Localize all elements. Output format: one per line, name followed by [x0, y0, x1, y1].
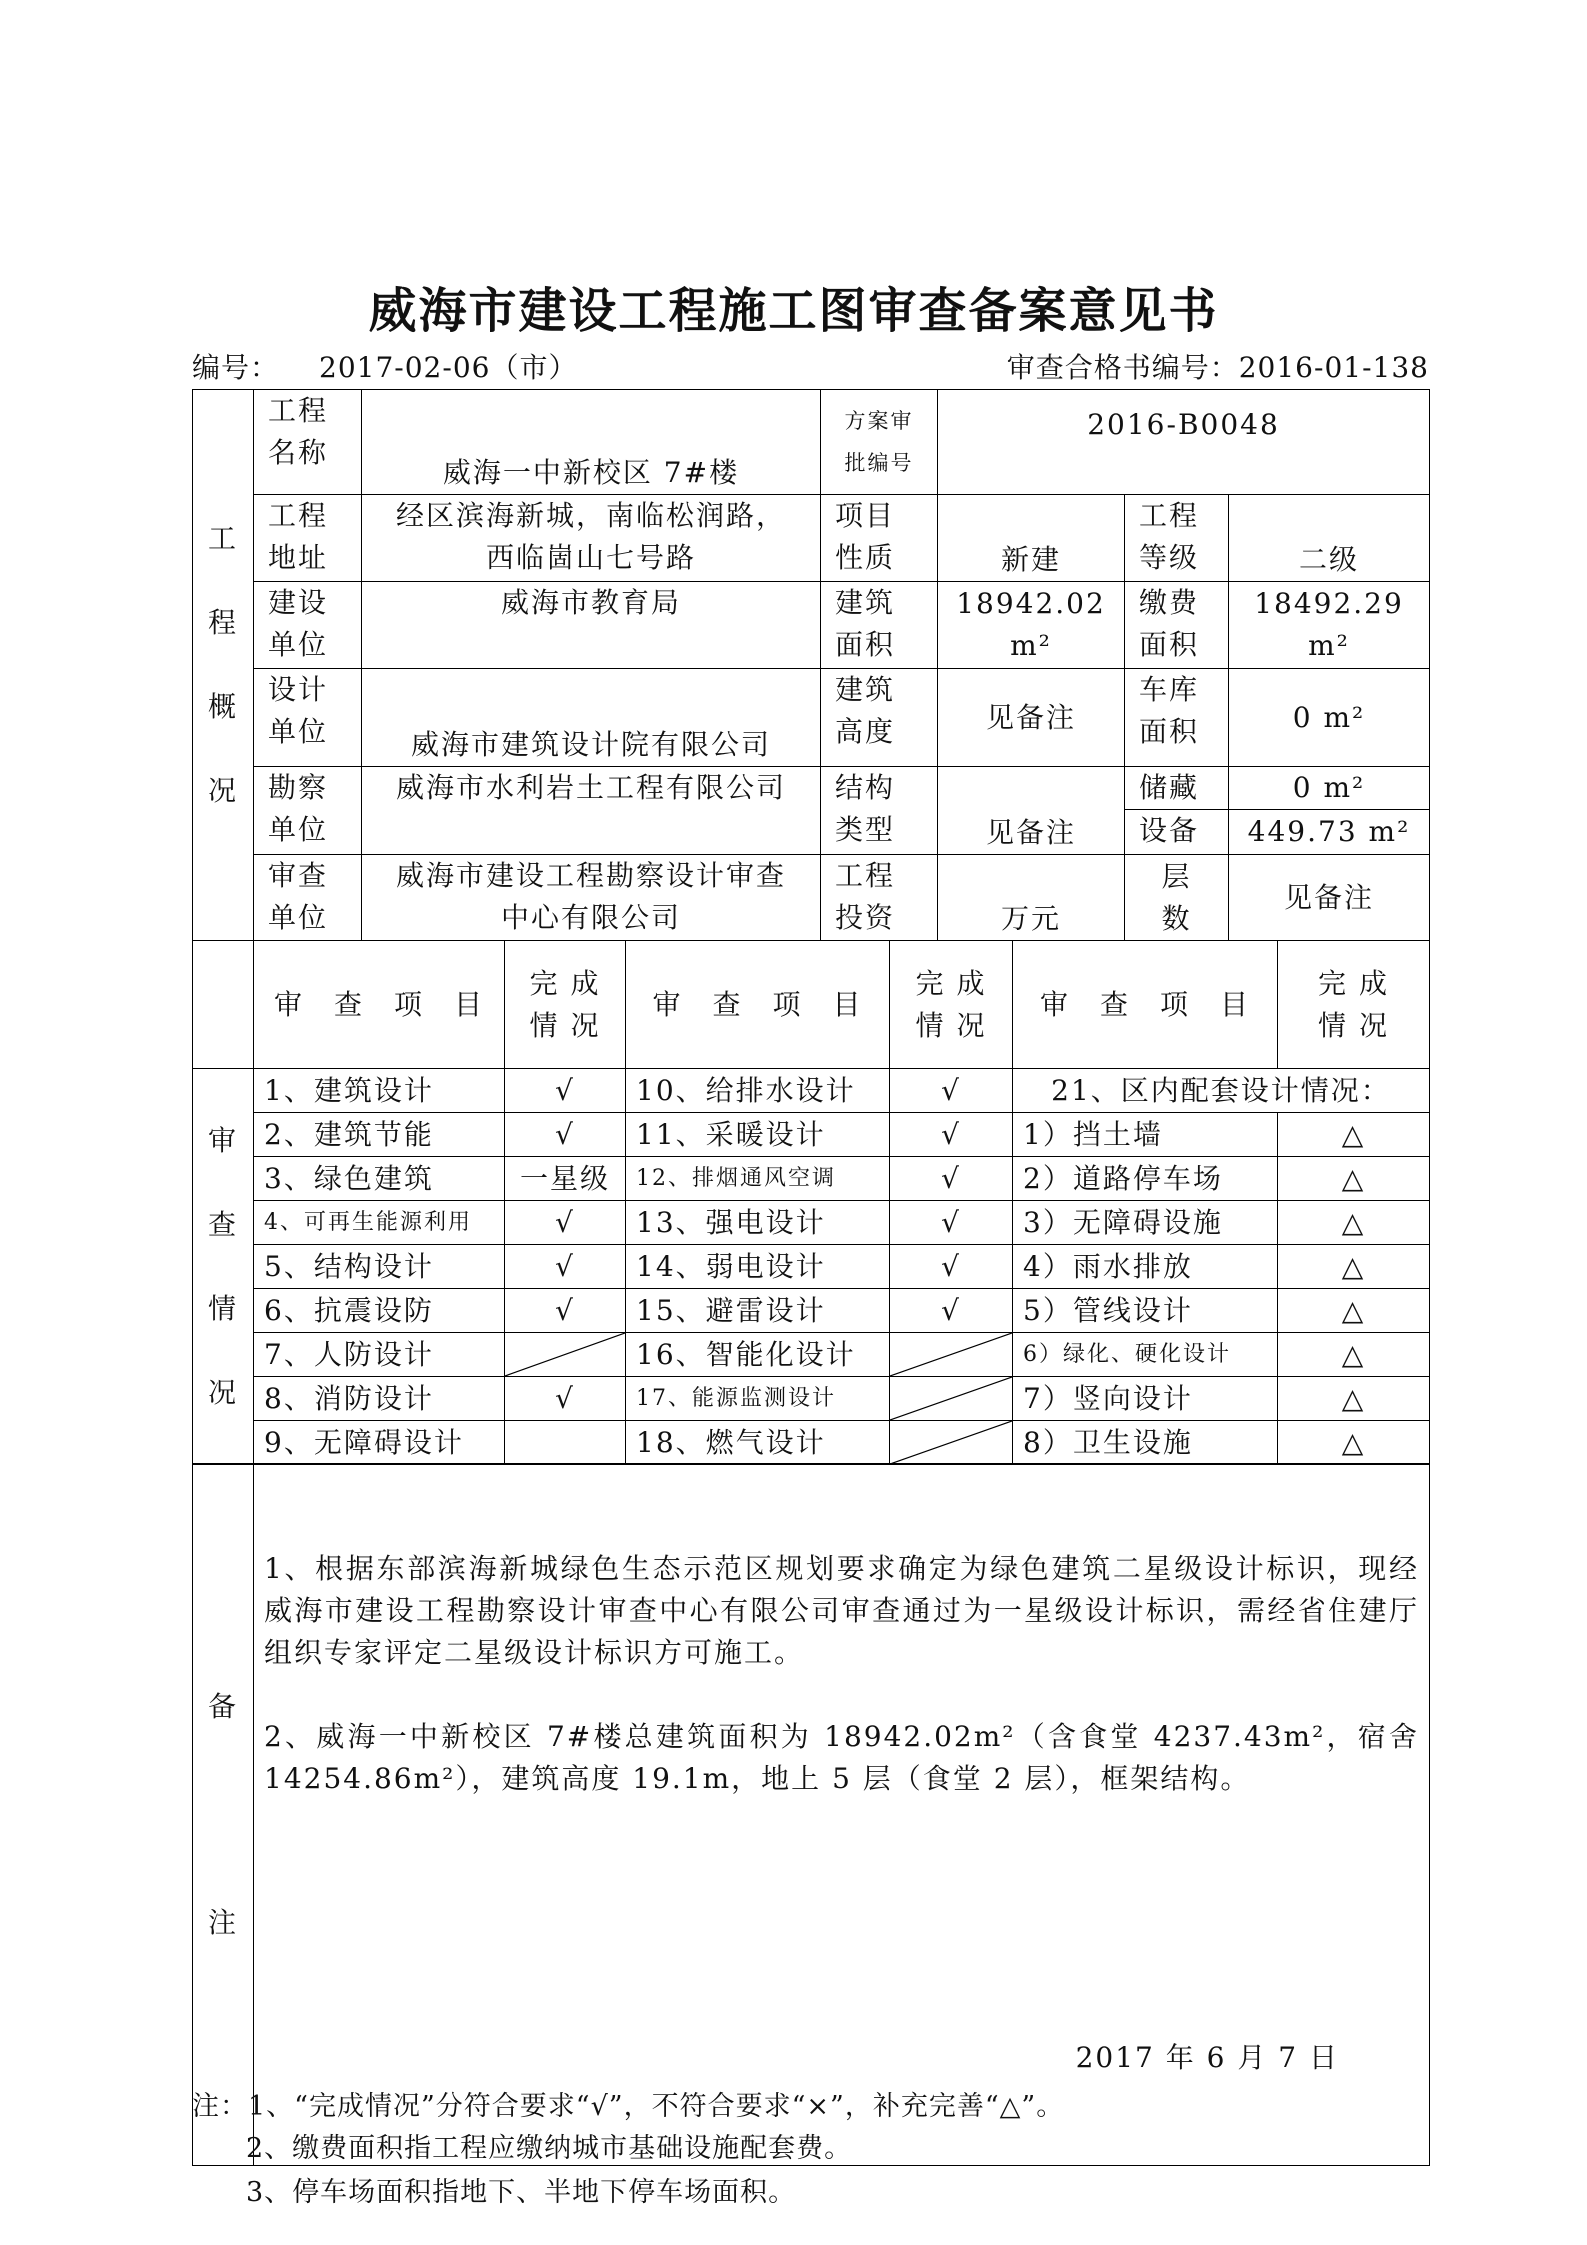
- completion-status: △: [1278, 1333, 1430, 1377]
- completion-status: √: [505, 1201, 626, 1245]
- review-item: 2）道路停车场: [1013, 1157, 1278, 1201]
- review-row: [193, 1333, 1430, 1377]
- completion-status: △: [1278, 1245, 1430, 1289]
- document-number-label: 编号：: [192, 351, 280, 384]
- completion-status: √: [890, 1245, 1013, 1289]
- completion-status: [505, 1421, 626, 1465]
- completion-status: √: [505, 1113, 626, 1157]
- fee-area-label: 缴费 面积: [1125, 582, 1229, 669]
- review-status-table: [192, 940, 1430, 1465]
- certificate-number-value: 2016-01-138: [1238, 351, 1429, 384]
- completion-status-header: 完 成 情 况: [890, 941, 1013, 1069]
- floors-label: 层 数: [1125, 855, 1229, 941]
- scheme-approval-number: 2016-B0048: [938, 390, 1430, 495]
- review-item: 2、建筑节能: [254, 1113, 505, 1157]
- completion-status-na: [890, 1333, 1013, 1377]
- completion-status: √: [505, 1069, 626, 1113]
- fee-area: 18492.29 m²: [1229, 582, 1430, 669]
- review-item: 17、能源监测设计: [626, 1377, 890, 1421]
- review-item-header: 审 查 项 目: [1013, 941, 1278, 1069]
- not-applicable-slash: [505, 1333, 625, 1376]
- document-title: 威海市建设工程施工图审查备案意见书: [368, 283, 1219, 339]
- survey-unit-label: 勘察 单位: [254, 767, 362, 855]
- investment: 万元: [938, 855, 1125, 941]
- review-item: 5）管线设计: [1013, 1289, 1278, 1333]
- review-item: 9、无障碍设计: [254, 1421, 505, 1465]
- review-item: 16、智能化设计: [626, 1333, 890, 1377]
- review-item: 18、燃气设计: [626, 1421, 890, 1465]
- review-item: 6）绿化、硬化设计: [1013, 1333, 1278, 1377]
- survey-unit: 威海市水利岩土工程有限公司: [362, 767, 821, 855]
- building-area: 18942.02 m²: [938, 582, 1125, 669]
- building-height: 见备注: [938, 669, 1125, 767]
- builder-label: 建设 单位: [254, 582, 362, 669]
- structure-type: 见备注: [938, 767, 1125, 855]
- equipment-area: 449.73 m²: [1229, 810, 1430, 855]
- remarks-table: [192, 1463, 1430, 2166]
- project-name: 威海一中新校区 7#楼: [362, 390, 821, 495]
- footnote-1: 注：1、“完成情况”分符合要求“√”，不符合要求“×”，补充完善“△”。: [192, 2091, 1065, 2122]
- reviewer-label: 审查 单位: [254, 855, 362, 941]
- structure-type-label: 结构 类型: [821, 767, 938, 855]
- document-number-value: 2017-02-06（市）: [319, 351, 578, 384]
- completion-status: √: [890, 1069, 1013, 1113]
- review-row: [193, 1421, 1430, 1465]
- investment-label: 工程 投资: [821, 855, 938, 941]
- completion-status: 一星级: [505, 1157, 626, 1201]
- review-item: 7、人防设计: [254, 1333, 505, 1377]
- footnote-3: 3、停车场面积指地下、半地下停车场面积。: [246, 2177, 797, 2208]
- review-item: 6、抗震设防: [254, 1289, 505, 1333]
- completion-status: △: [1278, 1157, 1430, 1201]
- review-item: 15、避雷设计: [626, 1289, 890, 1333]
- project-address: 经区滨海新城，南临松润路， 西临崮山七号路: [362, 495, 821, 582]
- review-item: 4）雨水排放: [1013, 1245, 1278, 1289]
- builder: 威海市教育局: [362, 582, 821, 669]
- project-name-label: 工程 名称: [254, 390, 362, 495]
- remark-paragraph-2: 2、威海一中新校区 7#楼总建筑面积为 18942.02m²（含食堂 4237.43m²，宿舍 14254.86m²），建筑高度 19.1m，地上 5 层（食堂 2 层），框架结构。: [264, 1720, 1419, 1795]
- review-header-row: [193, 941, 1430, 1069]
- completion-status: △: [1278, 1201, 1430, 1245]
- review-item-header: 审 查 项 目: [626, 941, 890, 1069]
- signature-date: 2017 年 6 月 7 日: [1075, 2041, 1339, 2074]
- review-item: 10、给排水设计: [626, 1069, 890, 1113]
- completion-status: △: [1278, 1113, 1430, 1157]
- completion-status-na: [890, 1377, 1013, 1421]
- grade-label: 工程 等级: [1125, 495, 1229, 582]
- completion-status: √: [890, 1289, 1013, 1333]
- completion-status: √: [505, 1245, 626, 1289]
- empty-corner-cell: [193, 941, 254, 1069]
- review-row: [193, 1069, 1430, 1113]
- garage-area-label: 车库 面积: [1125, 669, 1229, 767]
- review-item: 3、绿色建筑: [254, 1157, 505, 1201]
- storage-area-label: 储藏: [1125, 767, 1229, 810]
- certificate-number-label: 审查合格书编号：: [1006, 351, 1239, 384]
- completion-status: △: [1278, 1421, 1430, 1465]
- review-item: 4、可再生能源利用: [254, 1201, 505, 1245]
- review-item-header: 审 查 项 目: [254, 941, 505, 1069]
- storage-area: 0 m²: [1229, 767, 1430, 810]
- footnote-2: 2、缴费面积指工程应缴纳城市基础设施配套费。: [246, 2133, 853, 2164]
- not-applicable-slash: [890, 1421, 1012, 1464]
- completion-status: √: [890, 1157, 1013, 1201]
- review-item: 13、强电设计: [626, 1201, 890, 1245]
- review-item: 11、采暖设计: [626, 1113, 890, 1157]
- designer: 威海市建筑设计院有限公司: [362, 669, 821, 767]
- certificate-number: [1007, 346, 1429, 386]
- review-row: [193, 1289, 1430, 1333]
- review-item: 14、弱电设计: [626, 1245, 890, 1289]
- review-row: [193, 1377, 1430, 1421]
- completion-status: △: [1278, 1289, 1430, 1333]
- section-label-overview: 工 程 概 况: [193, 390, 254, 941]
- completion-status: √: [505, 1377, 626, 1421]
- completion-status-na: [505, 1333, 626, 1377]
- group-21-title: 21、区内配套设计情况：: [1013, 1069, 1430, 1113]
- review-item: 7）竖向设计: [1013, 1377, 1278, 1421]
- section-label-remarks: 备 注: [193, 1464, 254, 2166]
- project-overview-table: [192, 389, 1430, 941]
- building-area-label: 建筑 面积: [821, 582, 938, 669]
- review-row: [193, 1113, 1430, 1157]
- completion-status: √: [890, 1113, 1013, 1157]
- review-item: 8、消防设计: [254, 1377, 505, 1421]
- section-label-review: 审 查 情 况: [193, 1069, 254, 1465]
- review-item: 1）挡土墙: [1013, 1113, 1278, 1157]
- review-item: 1、建筑设计: [254, 1069, 505, 1113]
- completion-status-header: 完 成 情 况: [505, 941, 626, 1069]
- completion-status: √: [890, 1201, 1013, 1245]
- review-row: [193, 1245, 1430, 1289]
- completion-status: △: [1278, 1377, 1430, 1421]
- completion-status: √: [505, 1289, 626, 1333]
- review-item: 5、结构设计: [254, 1245, 505, 1289]
- review-row: [193, 1201, 1430, 1245]
- garage-area: 0 m²: [1229, 669, 1430, 767]
- completion-status-na: [890, 1421, 1013, 1465]
- designer-label: 设计 单位: [254, 669, 362, 767]
- not-applicable-slash: [890, 1377, 1012, 1420]
- project-nature-label: 项目 性质: [821, 495, 938, 582]
- review-row: [193, 1157, 1430, 1201]
- reviewer-unit: 威海市建设工程勘察设计审查 中心有限公司: [362, 855, 821, 941]
- address-label: 工程 地址: [254, 495, 362, 582]
- remark-paragraph-1: 1、根据东部滨海新城绿色生态示范区规划要求确定为绿色建筑二星级设计标识，现经威海市建设工程勘察设计审查中心有限公司审查通过为一星级设计标识，需经省住建厅组织专家评定二星级设计标识方可施工。: [264, 1552, 1419, 1669]
- project-grade: 二级: [1229, 495, 1430, 582]
- document-number: [192, 346, 577, 386]
- floors: 见备注: [1229, 855, 1430, 941]
- not-applicable-slash: [890, 1333, 1012, 1376]
- equipment-area-label: 设备: [1125, 810, 1229, 855]
- review-item: 12、排烟通风空调: [626, 1157, 890, 1201]
- review-item: 8）卫生设施: [1013, 1421, 1278, 1465]
- scheme-approval-label: 方案审 批编号: [821, 390, 938, 495]
- review-item: 3）无障碍设施: [1013, 1201, 1278, 1245]
- completion-status-header: 完 成 情 况: [1278, 941, 1430, 1069]
- project-nature: 新建: [938, 495, 1125, 582]
- height-label: 建筑 高度: [821, 669, 938, 767]
